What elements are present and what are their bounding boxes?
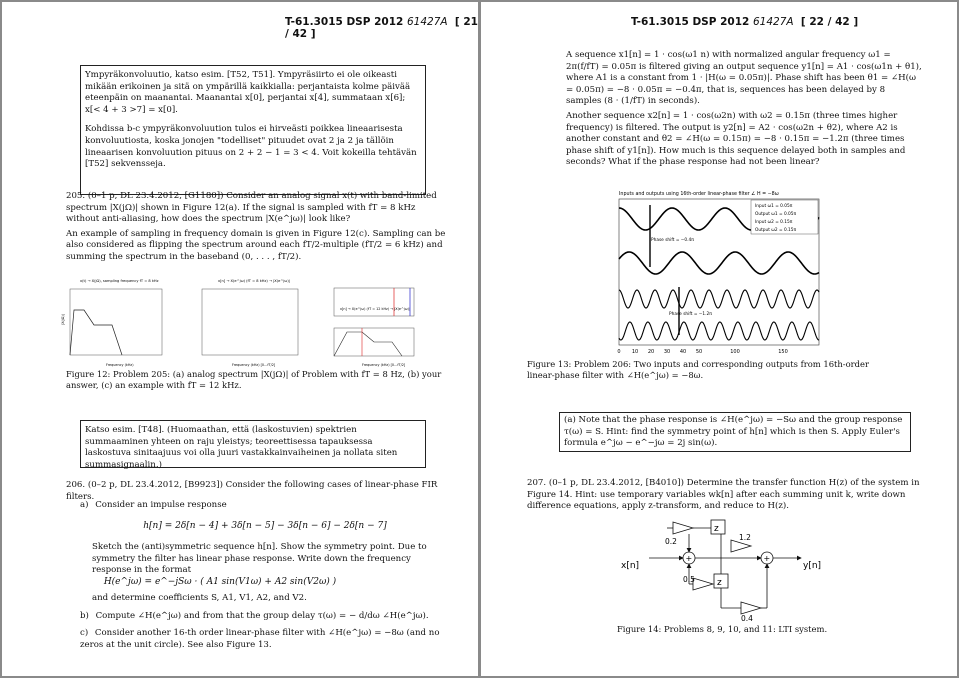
gain-0-4 [741, 602, 761, 614]
legend-input-1: Input ω1 = 0.05π [755, 204, 793, 209]
left-page [2, 2, 478, 676]
figure-13-xtick: 40 [679, 349, 687, 355]
svg-text:+: + [763, 554, 771, 563]
figure-12c-xlabel: Frequency (kHz) [0...fT/2] [362, 363, 406, 367]
figure-12b-title: x[n] → X(e^jω) (fT = 8 kHz) → |X(e^jω)| [218, 279, 291, 283]
problem-206-c: c) Consider another 16-th order linear-phase filter with ∠H(e^jω) = −8ω (and no zeros at the unit circle). See also Figure 13. [80, 628, 440, 650]
hint-box: (a) Note that the phase response is ∠H(e^jω) = −Sω and the group response τ(ω) = S. Hint: find the symmetry point of h[n] which is then S. Apply Euler's formula e^jω − e^−jω = 2j sin(ω). [559, 412, 911, 452]
figure-12b-xlabel: Frequency (kHz) [0...fT/2] [232, 363, 276, 367]
input-label: x[n] [621, 561, 640, 571]
figure-12-caption: Figure 12: Problem 205: (a) analog spectrum |X(jΩ)| of Problem with fT = 8 Hz, (b) your answer, (c) an example with fT = 12 kHz. [66, 369, 442, 390]
problem-206-a-text: Sketch the (anti)symmetric sequence h[n]. Show the symmetry point. Due to symmetry the filter has linear phase response. Write down the frequency response in the format [92, 542, 427, 576]
figure-12c-title: x[n] → X(e^jω) (fT = 12 kHz) → |X(e^jω)| [340, 307, 411, 311]
svg-text:1.2: 1.2 [739, 533, 751, 542]
svg-text:+: + [685, 554, 693, 563]
figure-14-caption: Figure 14: Problems 8, 9, 10, and 11: LTI system. [617, 624, 828, 634]
note-box-1-paragraph-2: Kohdissa b-c ympyräkonvoluution tulos ei hirveästi poikkea lineaarisesta konvoluutiosta, koska jonojen "todelliset" pituudet ovat 2 ja 2 ja tällöin lineaarisen konvoluution pituus on 2 + 2 − 1 = 3 < 4. Voit kokeilla tehtävän [T52] sekvensseja. [85, 124, 417, 170]
svg-text:0.5: 0.5 [683, 575, 695, 584]
figure-13-legend [751, 200, 818, 234]
figure-13-explanation: A sequence x1[n] = 1 · cos(ω1 n) with normalized angular frequency ω1 = 2π(f/fT) = 0.05π is filtered giving an output sequence y1[n] = A1 · cos(ω1n + θ1), where A1 is a constant from 1 · |H(ω = 0.05π)|. Phase shift has been θ1 = ∠H(ω = 0.05π) = −8 · 0.05π = −0.4π, that is, sequences has been delayed by 8 samples (8 · (1/fT) in seconds). Another sequence x2[n] = 1 · cos(ω2n) with ω2 = 0.15π (three times higher frequency) is filtered. The output is y2[n] = A2 · cos(ω2n + θ2), where A2 is another constant and θ2 = ∠H(ω = 0.15π) = −8 · 0.15π = −1.2π (three times phase shift of y1[n]). How much is this sequence delayed both in samples and seconds? What if the phase response had not been linear? [566, 50, 922, 168]
figure-13-xtick: 30 [663, 349, 671, 355]
right-page [481, 2, 957, 676]
figure-13-xtick: 150 [778, 349, 788, 355]
legend-input-2: Input ω2 = 0.15π [755, 220, 793, 225]
note-box-1 [80, 65, 426, 195]
gain-0-2 [673, 522, 693, 534]
figure-12 [62, 270, 462, 368]
figure-12b-panel [202, 279, 298, 367]
figure-14-block-diagram [601, 518, 841, 622]
figure-13 [617, 189, 823, 359]
note-box-2: Katso esim. [T48]. (Huomaathan, että (laskostuvien) spektrien summaaminen yhteen on raju yleistys; teoreettisessa tapauksessa laskostuva sinitaajuus voi olla juuri vastakkainvaiheinen ja nollata siten summasignaalin.) [80, 420, 426, 468]
gain-0-5 [693, 578, 713, 590]
figure-12c-panel [334, 288, 414, 367]
right-header: T-61.3015 DSP 2012 61427A [ 22 / 42 ] [631, 16, 859, 28]
svg-text:z: z [714, 524, 719, 534]
figure-12a-xlabel: Frequency (kHz) [106, 363, 134, 367]
left-header: T-61.3015 DSP 2012 61427A [ 21 / 42 ] [285, 16, 478, 40]
svg-text:z: z [717, 578, 722, 588]
note-box-1-paragraph-1: Ympyräkonvoluutio, katso esim. [T52, T51]. Ympyräsiirto ei ole oikeasti mikään erikoinen ja sitä on ympärillä kaikkialla: perjantaista kolme päivää eteenpäin on maanantai. Maanantai x[0], perjantai x[4], summataan x[6]; x[< 4 + 3 >7] = x[0]. [85, 70, 411, 115]
figure-13-title: Inputs and outputs using 16th-order linear-phase filter ∠ H = −8ω [619, 192, 779, 197]
problem-206-b: b) Compute ∠H(e^jω) and from that the group delay τ(ω) = − d/dω ∠H(e^jω). [80, 611, 429, 621]
problem-207: 207. (0–1 p, DL 23.4.2012, [B4010]) Determine the transfer function H(z) of the system in Figure 14. Hint: use temporary variables wk[n] after each summing unit k, write down difference equations, apply z-transform, and reduce to H(z). [527, 478, 920, 512]
svg-text:0.4: 0.4 [741, 614, 753, 623]
figure-12a-title: x(t) → X(jΩ), sampling frequency fT = 8 kHz [80, 279, 159, 283]
frequency-response-equation: H(e^jω) = e^−jSω · ( A1 sin(V1ω) + A2 sin(V2ω) ) [103, 577, 337, 587]
figure-13-xtick: 0 [617, 349, 621, 355]
figure-12a-panel [61, 279, 162, 367]
figure-13-xtick: 10 [631, 349, 639, 355]
phase-shift-label-1: Phase shift = −0.4π [651, 238, 694, 243]
figure-13-caption: Figure 13: Problem 206: Two inputs and corresponding outputs from 16th-order linear-phase filter with ∠H(e^jω) = −8ω. [527, 359, 869, 380]
svg-text:0.2: 0.2 [665, 537, 677, 546]
problem-205: 205. (0–1 p, DL 23.4.2012, [G1180]) Consider an analog signal x(t) with band-limited spectrum |X(jΩ)| shown in Figure 12(a). If the signal is sampled with fT = 8 kHz without anti-aliasing, how does the spectrum |X(e^jω)| look like? An example of sampling in frequency domain is given in Figure 12(c). Sampling can be also considered as flipping the spectrum around each fT/2-multiple (fT/2 = 6 kHz) and summing the spectrum in the baseband (0, . . . , fT/2). [66, 191, 446, 262]
figure-13-xtick: 20 [647, 349, 655, 355]
impulse-response-equation: h[n] = 2δ[n − 4] + 3δ[n − 5] − 3δ[n − 6] − 2δ[n − 7] [143, 521, 387, 531]
problem-206-a: a) Consider an impulse response [80, 500, 227, 510]
figure-13-xtick: 100 [730, 349, 740, 355]
output-label: y[n] [803, 561, 822, 571]
problem-206-a-coeffs: and determine coefficients S, A1, V1, A2, and V2. [92, 593, 307, 603]
figure-12a-spectrum [70, 310, 122, 355]
figure-13-xtick: 50 [695, 349, 703, 355]
phase-shift-label-2: Phase shift = −1.2π [669, 312, 712, 317]
legend-output-1: Output ω1 = 0.05π [755, 212, 797, 217]
legend-output-2: Output ω2 = 0.15π [755, 228, 797, 233]
figure-12a-ylabel: |X(jΩ)| [61, 314, 65, 325]
problem-206-intro: 206. (0–2 p, DL 23.4.2012, [B9923]) Consider the following cases of linear-phase FIR filters. [66, 480, 438, 502]
